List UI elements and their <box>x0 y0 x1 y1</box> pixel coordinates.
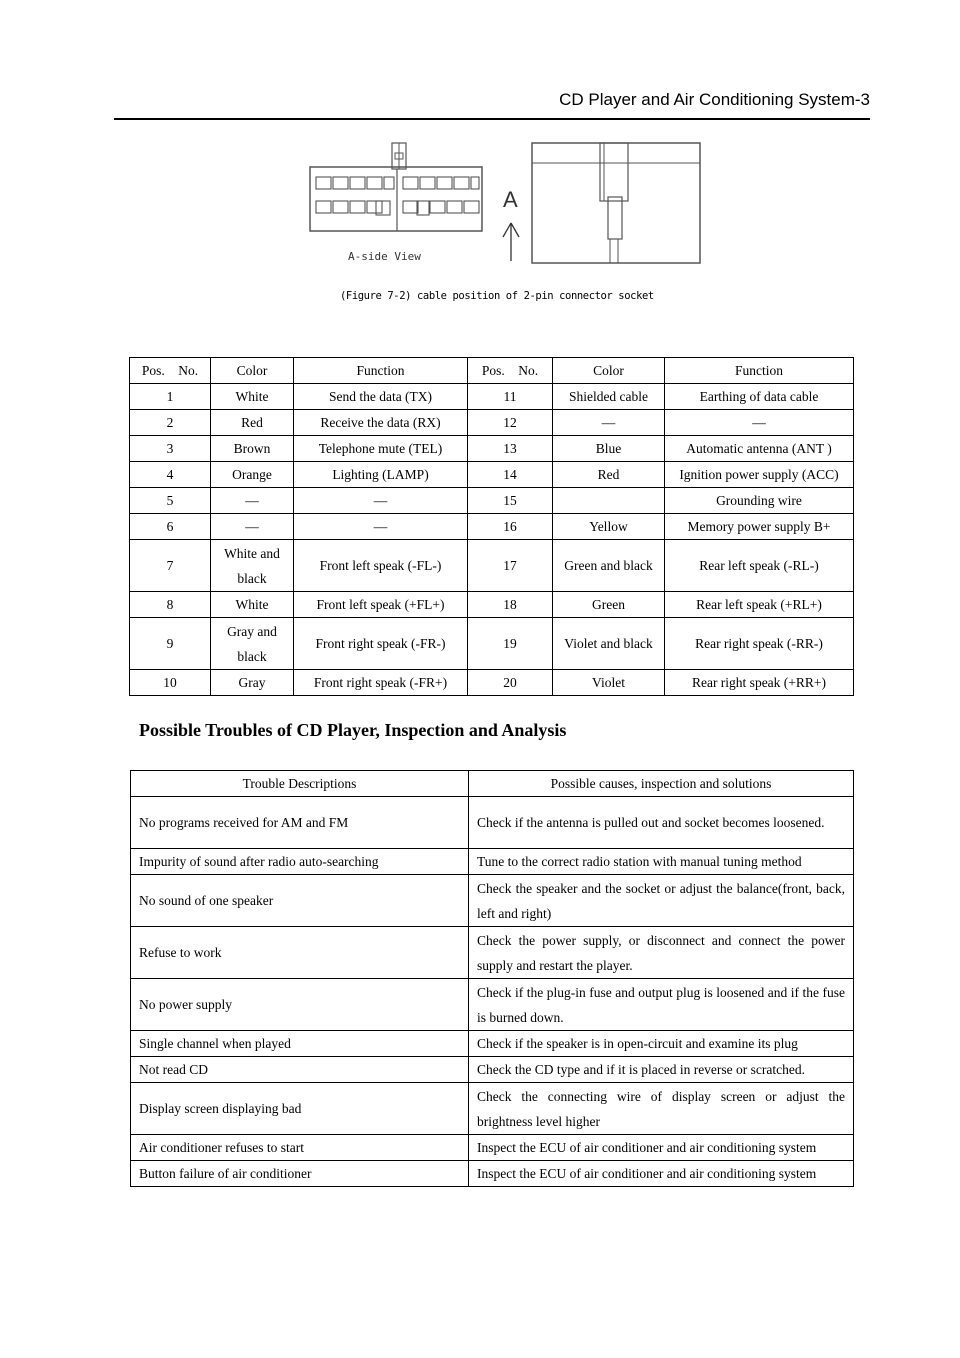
table-row <box>130 384 854 410</box>
table-cell: Red <box>553 462 665 488</box>
header-function: Function <box>294 358 468 384</box>
table-cell: 20 <box>468 670 553 696</box>
table-cell: 15 <box>468 488 553 514</box>
table-cell: Orange <box>211 462 294 488</box>
header-function-2: Function <box>665 358 854 384</box>
table-cell: 14 <box>468 462 553 488</box>
table-cell: Green <box>553 592 665 618</box>
table-row <box>131 927 854 979</box>
trouble-description: Button failure of air conditioner <box>131 1161 469 1187</box>
table-cell: 5 <box>130 488 211 514</box>
table-cell: — <box>553 410 665 436</box>
table-row <box>131 1161 854 1187</box>
table-cell: Receive the data (RX) <box>294 410 468 436</box>
table-cell: 10 <box>130 670 211 696</box>
table-cell: Ignition power supply (ACC) <box>665 462 854 488</box>
table-row <box>130 514 854 540</box>
table-cell: 16 <box>468 514 553 540</box>
table-cell: 12 <box>468 410 553 436</box>
table-cell: Send the data (TX) <box>294 384 468 410</box>
trouble-description: Impurity of sound after radio auto-searching <box>131 849 469 875</box>
table-cell: 3 <box>130 436 211 462</box>
connector-diagram <box>300 135 710 275</box>
trouble-solution: Check if the speaker is in open-circuit and examine its plug <box>469 1031 854 1057</box>
trouble-solution: Tune to the correct radio station with manual tuning method <box>469 849 854 875</box>
table-cell: Blue <box>553 436 665 462</box>
table-row <box>130 462 854 488</box>
table-row <box>131 875 854 927</box>
trouble-solution: Inspect the ECU of air conditioner and air conditioning system <box>469 1135 854 1161</box>
trouble-description: Not read CD <box>131 1057 469 1083</box>
table-row <box>130 540 854 592</box>
table-cell <box>553 488 665 514</box>
trouble-solution: Check if the plug-in fuse and output plug is loosened and if the fuse is burned down. <box>469 979 854 1031</box>
table-cell: 9 <box>130 618 211 670</box>
table-cell: 7 <box>130 540 211 592</box>
trouble-description: Refuse to work <box>131 927 469 979</box>
section-title: Possible Troubles of CD Player, Inspection and Analysis <box>139 720 567 740</box>
trouble-description: No sound of one speaker <box>131 875 469 927</box>
trouble-solution: Check the connecting wire of display screen or adjust the brightness level higher <box>469 1083 854 1135</box>
trouble-solution: Check the speaker and the socket or adjust the balance(front, back, left and right) <box>469 875 854 927</box>
table-cell: — <box>211 514 294 540</box>
table-cell: Front left speak (+FL+) <box>294 592 468 618</box>
table-row <box>130 670 854 696</box>
table-cell: Lighting (LAMP) <box>294 462 468 488</box>
view-arrow-icon <box>503 223 519 261</box>
table-row <box>131 797 854 849</box>
table-cell: — <box>665 410 854 436</box>
table-cell: Violet and black <box>553 618 665 670</box>
trouble-solution: Check the power supply, or disconnect and connect the power supply and restart the player. <box>469 927 854 979</box>
table-cell: 11 <box>468 384 553 410</box>
view-label: A-side View <box>348 250 421 263</box>
page-header-title: CD Player and Air Conditioning System-3 <box>559 90 870 109</box>
table-cell: Gray and black <box>211 618 294 670</box>
table-row <box>130 488 854 514</box>
table-cell: Front right speak (-FR-) <box>294 618 468 670</box>
header-color-2: Color <box>553 358 665 384</box>
table-cell: 6 <box>130 514 211 540</box>
header-pos-no-2: Pos. No. <box>468 358 553 384</box>
trouble-description: No power supply <box>131 979 469 1031</box>
table-cell: Telephone mute (TEL) <box>294 436 468 462</box>
table-cell: Green and black <box>553 540 665 592</box>
table-row <box>130 592 854 618</box>
table-cell: Rear right speak (+RR+) <box>665 670 854 696</box>
table-row <box>131 849 854 875</box>
table-cell: Grounding wire <box>665 488 854 514</box>
header-trouble-descriptions: Trouble Descriptions <box>131 771 469 797</box>
table-row <box>131 1135 854 1161</box>
trouble-description: No programs received for AM and FM <box>131 797 469 849</box>
trouble-solution: Check if the antenna is pulled out and socket becomes loosened. <box>469 797 854 849</box>
table-row <box>130 410 854 436</box>
table-cell: 8 <box>130 592 211 618</box>
table-cell: Automatic antenna (ANT ) <box>665 436 854 462</box>
table-cell: White <box>211 592 294 618</box>
table-cell: 4 <box>130 462 211 488</box>
table-cell: White and black <box>211 540 294 592</box>
table-cell: 13 <box>468 436 553 462</box>
table-row <box>131 1057 854 1083</box>
header-pos-no: Pos. No. <box>130 358 211 384</box>
table-row <box>131 979 854 1031</box>
table-cell: Earthing of data cable <box>665 384 854 410</box>
table-cell: 18 <box>468 592 553 618</box>
header-color: Color <box>211 358 294 384</box>
table-row <box>130 618 854 670</box>
table-cell: — <box>211 488 294 514</box>
table-cell: Front left speak (-FL-) <box>294 540 468 592</box>
table-cell: 17 <box>468 540 553 592</box>
trouble-table <box>130 770 853 1187</box>
table-cell: Rear left speak (+RL+) <box>665 592 854 618</box>
trouble-solution: Check the CD type and if it is placed in reverse or scratched. <box>469 1057 854 1083</box>
wire-table-header-row <box>130 358 854 384</box>
figure-caption: (Figure 7-2) cable position of 2-pin connector socket <box>340 290 654 302</box>
trouble-description: Single channel when played <box>131 1031 469 1057</box>
wire-table <box>129 357 853 696</box>
trouble-description: Display screen displaying bad <box>131 1083 469 1135</box>
table-cell: 1 <box>130 384 211 410</box>
table-cell: 2 <box>130 410 211 436</box>
table-cell: Brown <box>211 436 294 462</box>
table-cell: Memory power supply B+ <box>665 514 854 540</box>
table-cell: Rear right speak (-RR-) <box>665 618 854 670</box>
table-cell: — <box>294 488 468 514</box>
table-cell: Rear left speak (-RL-) <box>665 540 854 592</box>
table-cell: — <box>294 514 468 540</box>
trouble-table-header-row <box>131 771 854 797</box>
table-cell: White <box>211 384 294 410</box>
trouble-solution: Inspect the ECU of air conditioner and air conditioning system <box>469 1161 854 1187</box>
table-cell: Shielded cable <box>553 384 665 410</box>
table-row <box>131 1031 854 1057</box>
table-cell: 19 <box>468 618 553 670</box>
table-cell: Violet <box>553 670 665 696</box>
header-possible-causes: Possible causes, inspection and solutions <box>469 771 854 797</box>
table-row <box>131 1083 854 1135</box>
page-header <box>114 88 870 120</box>
table-row <box>130 436 854 462</box>
table-cell: Red <box>211 410 294 436</box>
table-cell: Yellow <box>553 514 665 540</box>
table-cell: Front right speak (-FR+) <box>294 670 468 696</box>
table-cell: Gray <box>211 670 294 696</box>
connector-figure <box>300 135 710 275</box>
arrow-label: A <box>503 187 518 212</box>
trouble-description: Air conditioner refuses to start <box>131 1135 469 1161</box>
